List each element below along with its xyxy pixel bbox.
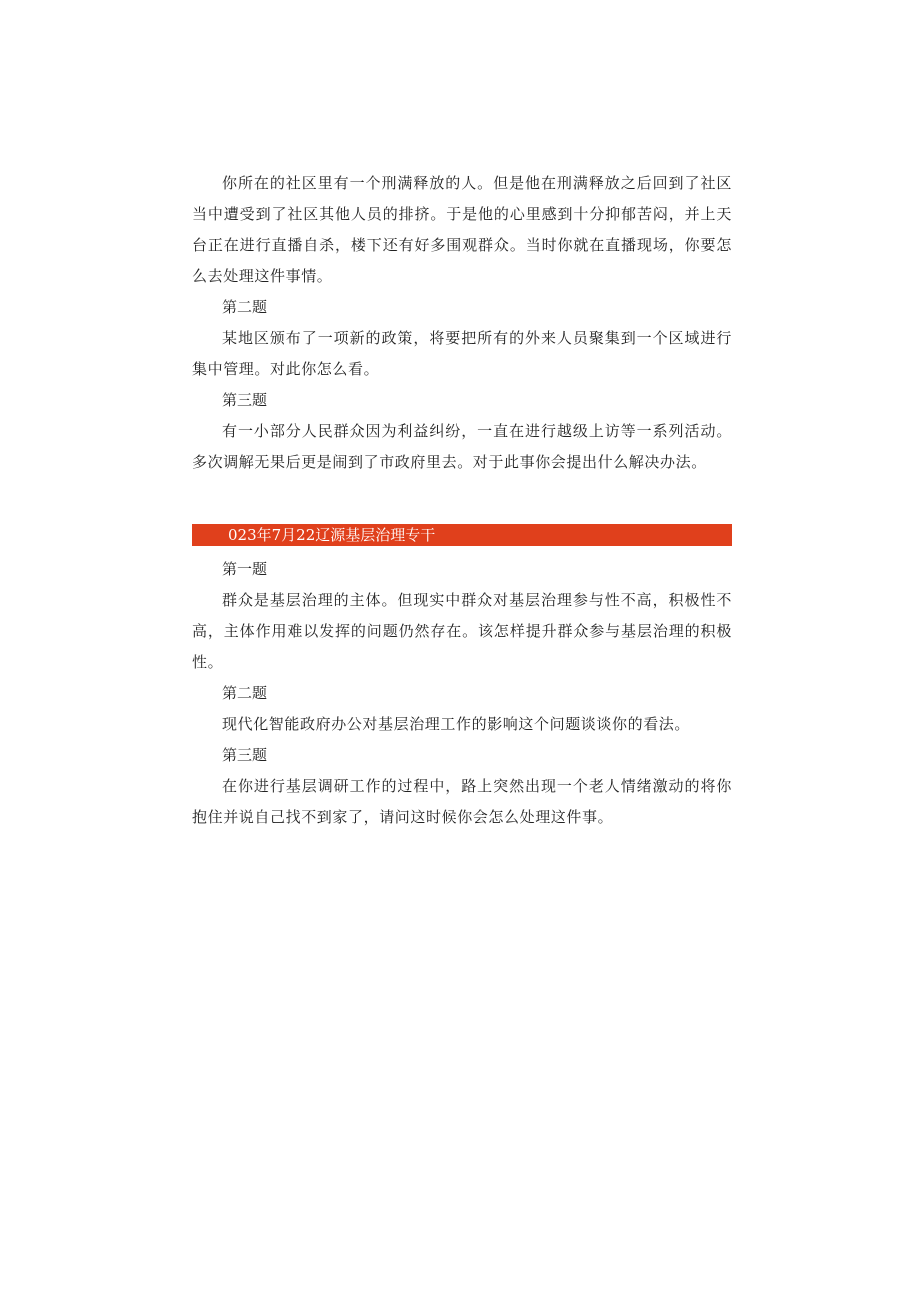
section2-question2-text: 现代化智能政府办公对基层治理工作的影响这个问题谈谈你的看法。: [222, 715, 691, 733]
section1-question3-text: 有一小部分人民群众因为利益纠纷，一直在进行越级上访等一系列活动。多次调解无果后更是闹到了市政府里去。对于此事你会提出什么解决办法。: [192, 422, 732, 471]
section-spacer: [192, 478, 732, 524]
section1-question1-text: 你所在的社区里有一个刑满释放的人。但是他在刑满释放之后回到了社区当中遭受到了社区其他人员的排挤。于是他的心里感到十分抑郁苦闷，并上天台正在进行直播自杀，楼下还有好多围观群众。当时你就在直播现场，你要怎么去处理这件事情。: [192, 174, 732, 285]
section2-question1-heading: 第一题: [222, 560, 268, 578]
section1-question2-text: 某地区颁布了一项新的政策，将要把所有的外来人员聚集到一个区域进行集中管理。对此你怎么看。: [192, 329, 732, 378]
section2-question3-text: 在你进行基层调研工作的过程中，路上突然出现一个老人情绪激动的将你抱住并说自己找不到家了，请问这时候你会怎么处理这件事。: [192, 777, 732, 826]
section2-question1-text: 群众是基层治理的主体。但现实中群众对基层治理参与性不高，积极性不高，主体作用难以发挥的问题仍然存在。该怎样提升群众参与基层治理的积极性。: [192, 591, 732, 671]
section2-question2-heading: 第二题: [222, 684, 268, 702]
section1-question3-heading: 第三题: [222, 391, 268, 409]
section-banner-title: 023年7月22辽源基层治理专干: [228, 526, 436, 544]
document-content: [192, 168, 732, 833]
section1-question2-heading: 第二题: [222, 298, 268, 316]
section2-question3-heading: 第三题: [222, 746, 268, 764]
section-banner: [192, 524, 732, 546]
